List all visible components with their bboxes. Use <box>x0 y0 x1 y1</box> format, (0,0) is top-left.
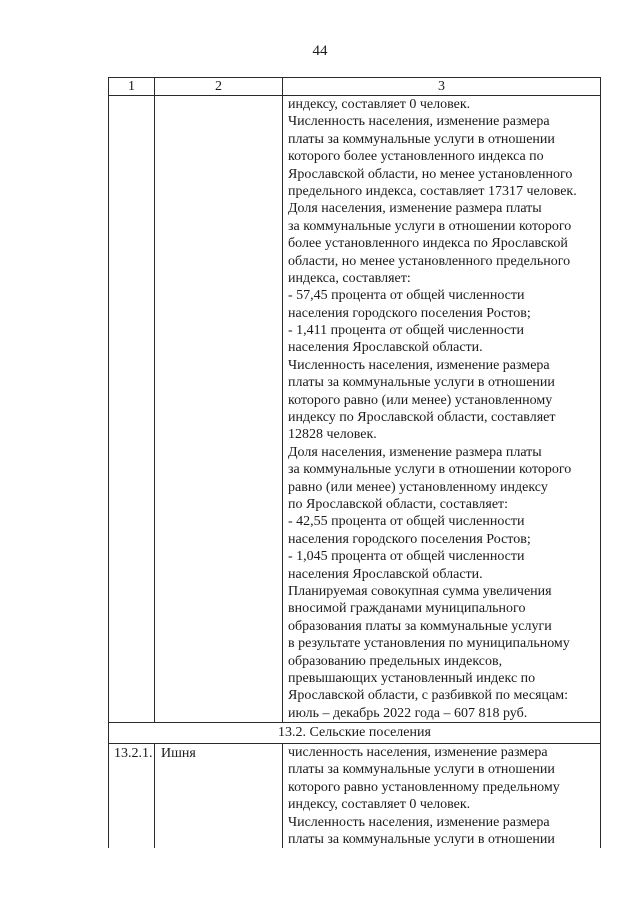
header-col-3: 3 <box>283 78 601 96</box>
text-line: платы за коммунальные услуги в отношении <box>288 832 555 848</box>
data-table <box>108 77 601 848</box>
text-line: Ярославской области, с разбивкой по месяцам: <box>288 688 569 704</box>
text-line: индексу, составляет 0 человек. <box>288 97 471 112</box>
text-line: равно (или менее) установленному индексу <box>288 479 548 495</box>
continuation-col-1 <box>109 96 155 723</box>
text-line: платы за коммунальные услуги в отношении <box>288 131 555 147</box>
text-line: Численность населения, изменение размера <box>288 814 550 830</box>
table-row <box>109 744 601 849</box>
text-line: 12828 человек. <box>288 427 377 443</box>
text-line: июль – декабрь 2022 года – 607 818 руб. <box>288 705 528 721</box>
text-line: численность населения, изменение размера <box>288 745 548 761</box>
text-line: населения Ярославской области. <box>288 340 483 356</box>
header-col-1: 1 <box>109 78 155 96</box>
text-line: - 42,55 процента от общей численности <box>288 514 525 530</box>
text-line: вносимой гражданами муниципального <box>288 601 526 617</box>
text-line: образования платы за коммунальные услуги <box>288 618 552 634</box>
text-line: - 1,411 процента от общей численности <box>288 323 524 339</box>
text-line: которого равно установленному предельному <box>288 779 560 795</box>
page-number: 44 <box>312 43 328 59</box>
text-line: Доля населения, изменение размера платы <box>288 201 542 217</box>
text-line: населения городского поселения Ростов; <box>288 531 531 547</box>
text-line: которого равно (или менее) установленному <box>288 392 553 408</box>
entry-text-cell <box>283 744 601 849</box>
text-line: Численность населения, изменение размера <box>288 357 550 373</box>
text-line: Доля населения, изменение размера платы <box>288 444 542 460</box>
text-line: - 1,045 процента от общей численности <box>288 549 525 565</box>
text-line: населения Ярославской области. <box>288 566 483 582</box>
text-line: индексу по Ярославской области, составляет <box>288 410 556 426</box>
text-line: населения городского поселения Ростов; <box>288 305 531 321</box>
text-line: образованию предельных индексов, <box>288 653 503 669</box>
continuation-col-2 <box>155 96 283 723</box>
text-line: платы за коммунальные услуги в отношении <box>288 375 555 391</box>
text-line: - 57,45 процента от общей численности <box>288 288 525 304</box>
text-line: Планируемая совокупная сумма увеличения <box>288 583 552 599</box>
text-line: за коммунальные услуги в отношении которого <box>288 462 572 478</box>
section-row <box>109 723 601 744</box>
text-line: которого более установленного индекса по <box>288 149 544 165</box>
text-line: за коммунальные услуги в отношении которого <box>288 218 572 234</box>
text-line: Численность населения, изменение размера <box>288 114 550 130</box>
text-line: в результате установления по муниципальному <box>288 636 570 652</box>
entry-name: Ишня <box>155 744 283 849</box>
table-header-row <box>109 78 601 96</box>
continuation-row <box>109 96 601 723</box>
text-line: предельного индекса, составляет 17317 человек. <box>288 183 577 199</box>
text-line: Ярославской области, но менее установленного <box>288 166 573 182</box>
text-line: платы за коммунальные услуги в отношении <box>288 762 555 778</box>
text-line: области, но менее установленного предельного <box>288 253 571 269</box>
continuation-text-cell <box>283 96 601 723</box>
text-line: превышающих установленный индекс по <box>288 670 536 686</box>
text-line: индекса, составляет: <box>288 270 411 286</box>
header-col-2: 2 <box>155 78 283 96</box>
entry-number: 13.2.1. <box>109 744 155 849</box>
text-line: по Ярославской области, составляет: <box>288 496 509 512</box>
text-line: индексу, составляет 0 человек. <box>288 797 471 813</box>
section-title: 13.2. Сельские поселения <box>109 723 601 744</box>
text-line: более установленного индекса по Ярославской <box>288 236 568 252</box>
